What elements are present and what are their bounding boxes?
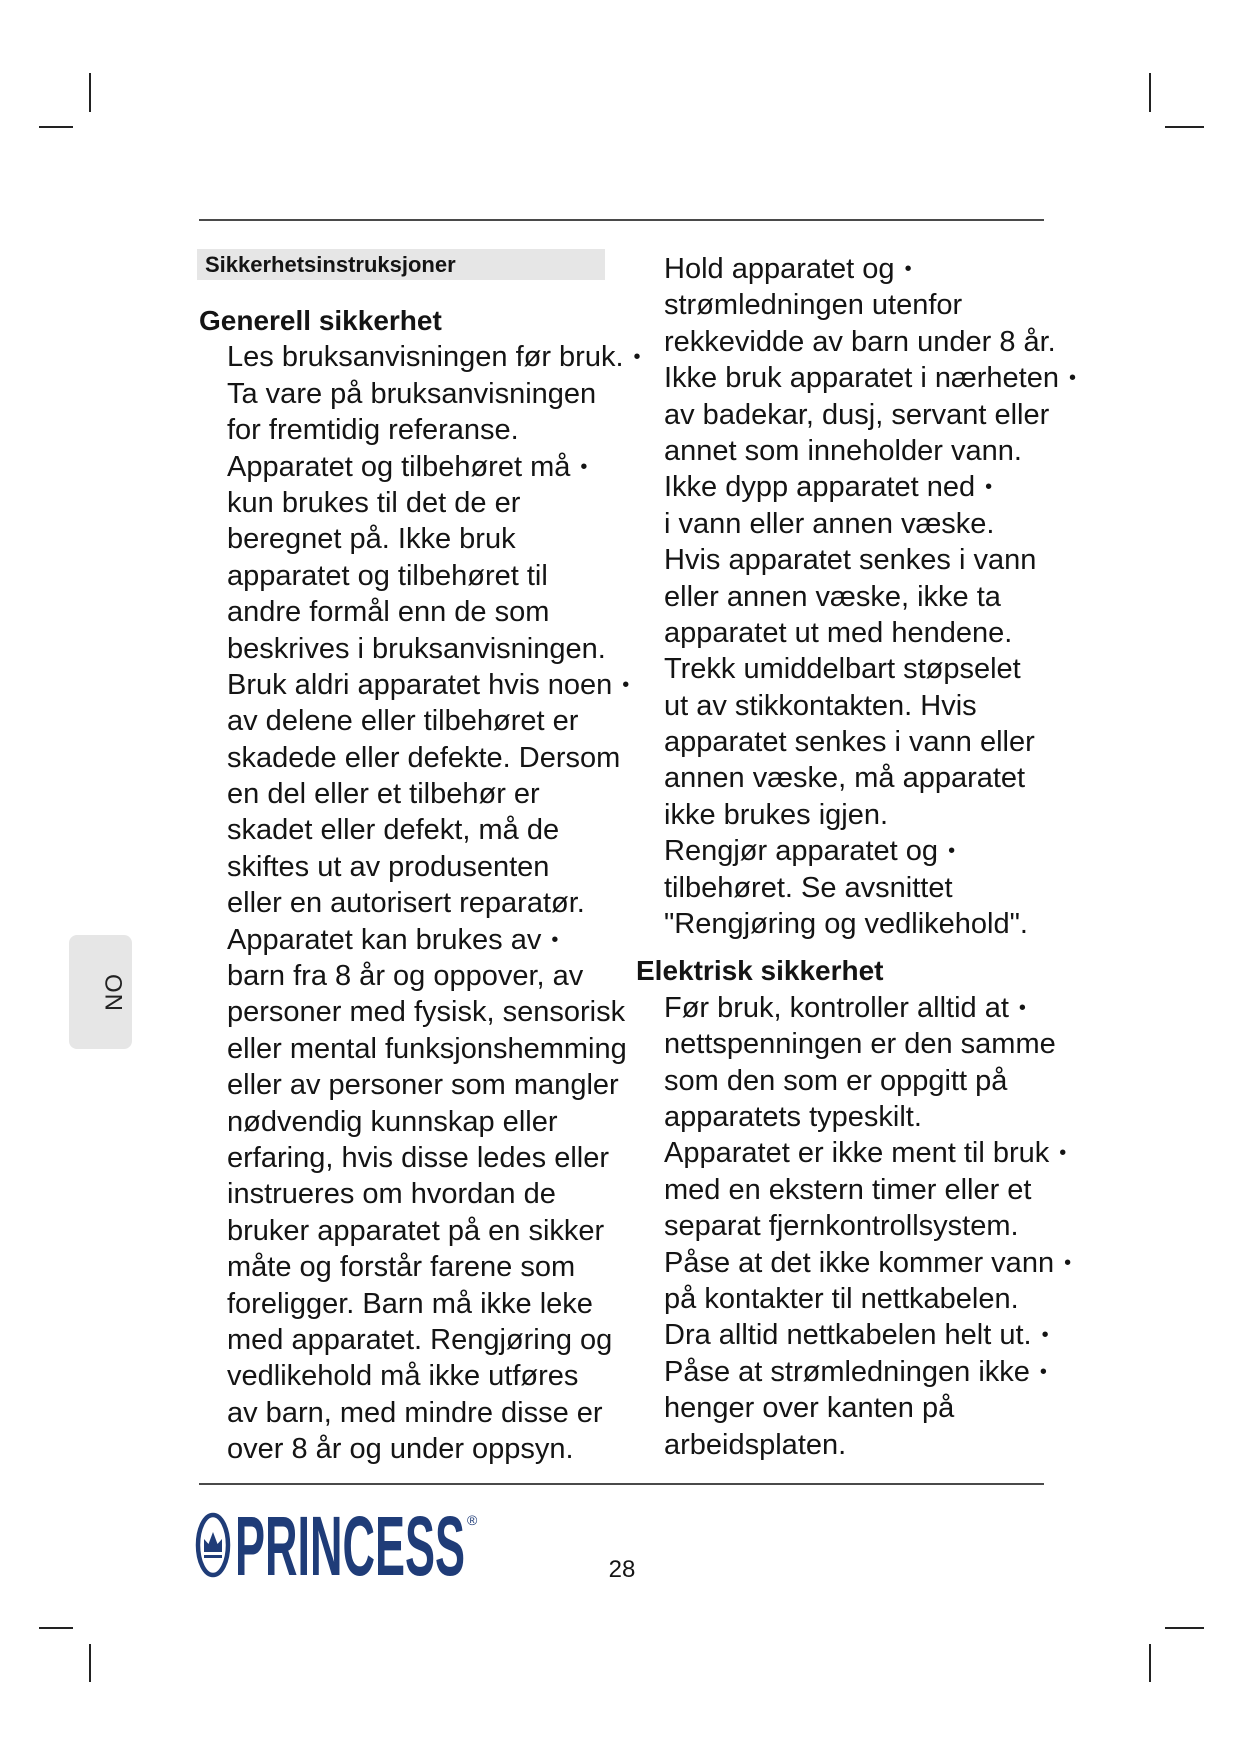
item-line [664, 542, 1136, 578]
general-safety-item [664, 360, 1136, 469]
line-text: andre formål enn de som [227, 596, 550, 629]
item-line [227, 1140, 644, 1176]
line-text: barn fra 8 år og oppover, av [227, 960, 584, 993]
heading-electrical-safety: Elektrisk sikkerhet [636, 955, 884, 987]
electrical-safety-item [664, 1317, 1136, 1353]
item-line [227, 1031, 644, 1067]
line-text: Ikke bruk apparatet i nærheten [664, 362, 1059, 395]
line-text: arbeidsplaten. [664, 1428, 847, 1461]
line-text: Påse at strømledningen ikke [664, 1355, 1030, 1388]
crop-mark-top-right-vertical [1149, 73, 1151, 112]
line-text: annet som inneholder vann. [664, 434, 1022, 467]
line-text: eller mental funksjonshemming [227, 1032, 627, 1065]
line-text: Apparatet er ikke ment til bruk [664, 1137, 1050, 1170]
item-line [664, 870, 1136, 906]
item-line [664, 833, 1136, 869]
general-safety-item [227, 667, 644, 922]
line-text: Ta vare på bruksanvisningen [227, 377, 597, 410]
language-code: NO [101, 973, 128, 1011]
logo-registered-mark: ® [467, 1512, 478, 1528]
left-column [199, 303, 644, 1468]
line-text: av barn, med mindre disse er [227, 1396, 603, 1429]
item-line [664, 1245, 1136, 1281]
line-text: nettspenningen er den samme [664, 1028, 1056, 1061]
line-text: over 8 år og under oppsyn. [227, 1433, 574, 1466]
item-line [227, 1176, 644, 1212]
electrical-safety-list [636, 990, 1136, 1463]
princess-logo [193, 1508, 483, 1582]
line-text: med apparatet. Rengjøring og [227, 1323, 613, 1356]
line-text: Dra alltid nettkabelen helt ut. [664, 1319, 1032, 1352]
item-line [227, 1104, 644, 1140]
crop-mark-top-left-vertical [89, 73, 91, 112]
item-line [664, 1063, 1136, 1099]
item-line [227, 994, 644, 1030]
line-text: Ikke dypp apparatet ned [664, 471, 976, 504]
bullet-icon: • [1068, 367, 1076, 390]
bullet-icon: • [580, 455, 588, 478]
general-safety-item [227, 449, 644, 667]
item-line [227, 703, 644, 739]
line-text: Les bruksanvisningen før bruk. [227, 341, 624, 374]
item-line [227, 485, 644, 521]
crop-mark-bottom-left-horizontal [39, 1627, 73, 1629]
line-text: av delene eller tilbehøret er [227, 705, 579, 738]
general-safety-item [227, 922, 644, 1468]
line-text: apparatets typeskilt. [664, 1100, 922, 1133]
item-line [664, 1026, 1136, 1062]
line-text: Hvis apparatet senkes i vann [664, 544, 1037, 577]
item-line [227, 885, 644, 921]
line-text: tilbehøret. Se avsnittet [664, 871, 953, 904]
item-line [664, 324, 1136, 360]
logo-wordmark: PRINCESS [235, 1508, 465, 1582]
item-line [227, 339, 644, 375]
item-line [227, 776, 644, 812]
general-safety-item [664, 833, 1136, 942]
line-text: bruker apparatet på en sikker [227, 1214, 605, 1247]
item-line [227, 449, 644, 485]
line-text: apparatet senkes i vann eller [664, 726, 1035, 759]
item-line [227, 1322, 644, 1358]
general-safety-list-right [633, 251, 1136, 942]
item-line [227, 958, 644, 994]
top-divider [199, 219, 1044, 221]
item-line [664, 287, 1136, 323]
item-line [664, 251, 1136, 287]
crop-mark-top-left-horizontal [39, 126, 73, 128]
line-text: for fremtidig referanse. [227, 414, 519, 447]
item-line [664, 1172, 1136, 1208]
line-text: av badekar, dusj, servant eller [664, 398, 1050, 431]
item-line [664, 506, 1136, 542]
line-text: beregnet på. Ikke bruk [227, 523, 516, 556]
line-text: på kontakter til nettkabelen. [664, 1282, 1019, 1315]
general-safety-item [664, 251, 1136, 360]
item-line [227, 1213, 644, 1249]
line-text: Trekk umiddelbart støpselet [664, 653, 1021, 686]
bullet-icon: • [985, 476, 993, 499]
line-text: Hold apparatet og [664, 253, 895, 285]
bullet-icon: • [948, 840, 956, 863]
line-text: ikke brukes igjen. [664, 798, 889, 831]
line-text: rekkevidde av barn under 8 år. [664, 325, 1056, 358]
line-text: apparatet og tilbehøret til [227, 559, 548, 592]
line-text: eller av personer som mangler [227, 1069, 619, 1102]
item-line [664, 906, 1136, 942]
line-text: skiftes ut av produsenten [227, 850, 550, 883]
electrical-safety-item [664, 1354, 1136, 1463]
item-line [227, 558, 644, 594]
line-text: Apparatet kan brukes av [227, 923, 542, 956]
section-title: Sikkerhetsinstruksjoner [197, 249, 605, 280]
item-line [227, 631, 644, 667]
item-line [664, 1354, 1136, 1390]
item-line [227, 1067, 644, 1103]
crop-mark-bottom-right-horizontal [1165, 1627, 1204, 1629]
bullet-icon: • [633, 346, 641, 369]
line-text: skadet eller defekt, må de [227, 814, 560, 847]
bullet-icon: • [904, 258, 912, 280]
general-safety-item [664, 469, 1136, 833]
line-text: instrueres om hvordan de [227, 1178, 556, 1211]
item-line [664, 990, 1136, 1026]
item-line [664, 1427, 1136, 1463]
line-text: med en ekstern timer eller et [664, 1173, 1032, 1206]
line-text: foreligger. Barn må ikke leke [227, 1287, 593, 1320]
line-text: apparatet ut med hendene. [664, 616, 1013, 649]
bullet-icon: • [622, 673, 630, 696]
item-line [664, 615, 1136, 651]
line-text: henger over kanten på [664, 1392, 955, 1425]
electrical-safety-item [664, 1135, 1136, 1244]
item-line [227, 812, 644, 848]
item-line [664, 1281, 1136, 1317]
general-safety-list-left [199, 339, 644, 1467]
electrical-safety-item [664, 990, 1136, 1136]
item-line [227, 1395, 644, 1431]
line-text: skadede eller defekte. Dersom [227, 741, 621, 774]
line-text: kun brukes til det de er [227, 486, 521, 519]
item-line [227, 922, 644, 958]
line-text: strømledningen utenfor [664, 289, 963, 322]
item-line [664, 651, 1136, 687]
item-line [664, 724, 1136, 760]
bullet-icon: • [1039, 1360, 1047, 1383]
bottom-divider [199, 1483, 1044, 1485]
item-line [664, 1099, 1136, 1135]
item-line [227, 521, 644, 557]
line-text: personer med fysisk, sensorisk [227, 996, 626, 1029]
logo-crown-base [204, 1555, 222, 1558]
line-text: eller en autorisert reparatør. [227, 887, 585, 920]
item-line [227, 412, 644, 448]
item-line [664, 433, 1136, 469]
line-text: eller annen væske, ikke ta [664, 580, 1001, 613]
item-line [227, 740, 644, 776]
line-text: annen væske, må apparatet [664, 762, 1026, 795]
item-line [227, 1431, 644, 1467]
bullet-icon: • [1064, 1251, 1072, 1274]
page-number: 28 [608, 1556, 636, 1583]
line-text: erfaring, hvis disse ledes eller [227, 1141, 610, 1174]
line-text: Apparatet og tilbehøret må [227, 450, 571, 483]
crop-mark-top-right-horizontal [1165, 126, 1204, 128]
line-text: i vann eller annen væske. [664, 507, 995, 540]
crop-mark-bottom-right-vertical [1149, 1644, 1151, 1682]
item-line [664, 688, 1136, 724]
electrical-safety-item [664, 1245, 1136, 1318]
bullet-icon: • [551, 928, 559, 951]
language-side-tab [69, 935, 132, 1049]
line-text: nødvendig kunnskap eller [227, 1105, 558, 1138]
item-line [664, 397, 1136, 433]
heading-general-safety: Generell sikkerhet [199, 305, 442, 336]
line-text: en del eller et tilbehør er [227, 778, 540, 811]
general-safety-item [227, 339, 644, 448]
item-line [664, 1390, 1136, 1426]
item-line [227, 1286, 644, 1322]
item-line [227, 1358, 644, 1394]
item-line [664, 579, 1136, 615]
item-line [664, 760, 1136, 796]
right-column [633, 251, 1136, 1463]
bullet-icon: • [1041, 1324, 1049, 1347]
logo-crown-icon [204, 1532, 222, 1552]
line-text: separat fjernkontrollsystem. [664, 1210, 1019, 1243]
line-text: vedlikehold må ikke utføres [227, 1360, 579, 1393]
item-line [664, 1208, 1136, 1244]
item-line [227, 376, 644, 412]
line-text: Bruk aldri apparatet hvis noen [227, 668, 613, 701]
item-line [664, 1317, 1136, 1353]
line-text: Påse at det ikke kommer vann [664, 1246, 1055, 1279]
line-text: måte og forstår farene som [227, 1251, 576, 1284]
item-line [227, 1249, 644, 1285]
line-text: ut av stikkontakten. Hvis [664, 689, 977, 722]
item-line [664, 797, 1136, 833]
item-line [664, 360, 1136, 396]
crop-mark-bottom-left-vertical [89, 1644, 91, 1682]
line-text: som den som er oppgitt på [664, 1064, 1008, 1097]
line-text: Rengjør apparatet og [664, 835, 939, 868]
item-line [227, 849, 644, 885]
line-text: "Rengjøring og vedlikehold". [664, 908, 1028, 941]
line-text: beskrives i bruksanvisningen. [227, 632, 606, 665]
item-line [227, 667, 644, 703]
bullet-icon: • [1059, 1142, 1067, 1165]
item-line [664, 1135, 1136, 1171]
line-text: Før bruk, kontroller alltid at [664, 991, 1009, 1024]
bullet-icon: • [1018, 996, 1026, 1019]
item-line [227, 594, 644, 630]
item-line [664, 469, 1136, 505]
